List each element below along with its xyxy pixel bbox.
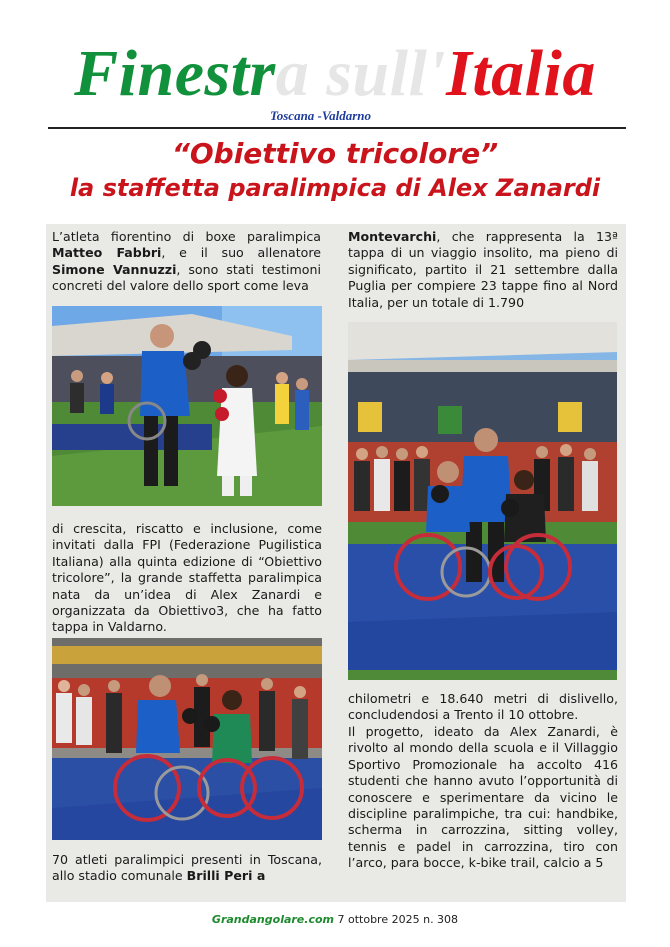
footer-site: Grandangolare.com [211,913,334,926]
headline-line-2: la staffetta paralimpica di Alex Zanardi [69,174,601,202]
footer-issue: 7 ottobre 2025 n. 308 [334,913,459,926]
header-divider [48,127,626,129]
edition-label: Toscana -Valdarno [270,108,372,123]
headline-line-1: “Obiettivo tricolore” [171,137,499,170]
article-paragraph-6: Il progetto, ideato da Alex Zanardi, è rivolto al mondo della scuola e il Villaggio Sportivo Promozionale ha accolto 416 studenti che hanno avuto l’opportunità di conoscere e sperimentare da vicino le discipline paralimpiche, tra cui: handbike, scherma in carrozzina, sitting volley, tennis e padel in carrozzina, tiro con l’arco, para bocce, k-bike trail, calcio a 5 [348,724,618,871]
text-run: , e il suo allenatore [161,245,322,261]
text-run: 70 atleti paralimpici presenti in Toscana, allo stadio comunale [52,852,322,884]
article-paragraph-1 [52,229,321,295]
coach-name: Simone Vannuzzi [52,261,177,277]
photo-wheelchair-athletes [348,322,617,680]
stadium-name: Brilli Peri a [186,868,266,884]
article-paragraph-4 [348,229,618,311]
text-run: , sono stati testimoni concreti del valore dello sport come leva [52,261,321,294]
article-paragraph-2: di crescita, riscatto e inclusione, come invitati dalla FPI (Federazione Pugilistica Italiana) alla quinta edizione di “Obiettivo tricolore”, la grande staffetta paralimpica nata da un’idea di Alex Zanardi e organizzata da Obiettivo3, che ha fatto tappa in Valdarno. [52,521,322,635]
town-name: Montevarchi [348,229,437,244]
masthead-part-green: Finestr [74,37,276,110]
photo-wheelchair-sparring [52,638,322,840]
masthead-title [0,34,670,114]
article-paragraph-5: chilometri e 18.640 metri di dislivello, concludendosi a Trento il 10 ottobre. [348,691,618,723]
page-footer [0,913,670,926]
photo-boxing-training [52,306,322,506]
masthead-part-white: a sull' [275,37,447,110]
masthead-part-red: Italia [446,37,596,110]
article-paragraph-3 [52,852,322,885]
text-run: , che rappresenta la 13ª tappa di un viaggio insolito, ma pieno di significato, partito il 21 settembre dalla Puglia per compiere 23 tappe fino al Nord Italia, per un totale di 1.790 [348,229,618,310]
text-run: L’atleta fiorentino di boxe paralimpica [52,229,321,244]
athlete-name: Matteo Fabbri [52,245,162,261]
